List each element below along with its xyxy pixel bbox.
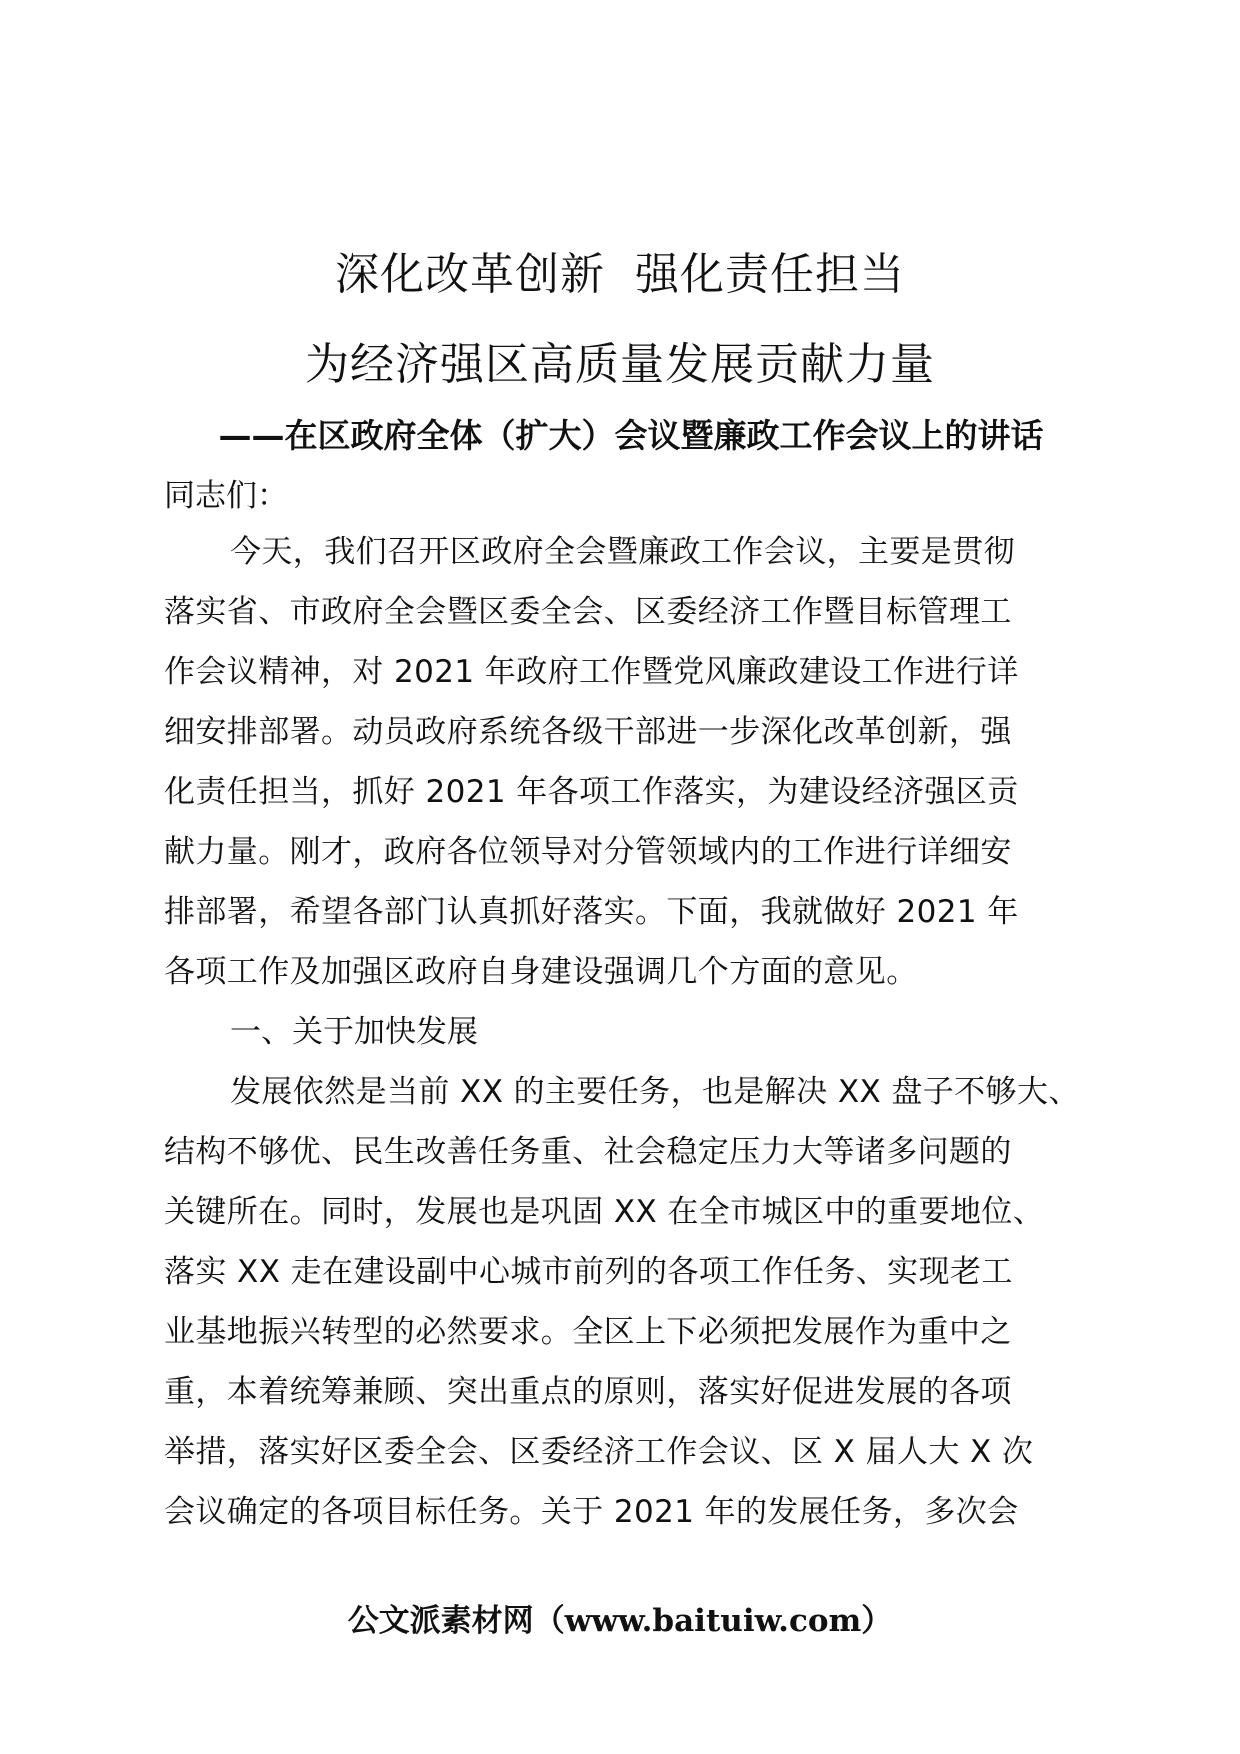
paragraph-line: 发展依然是当前 XX 的主要任务，也是解决 XX 盘子不够大、 — [230, 1074, 1080, 1110]
paragraph-line: 细安排部署。动员政府系统各级干部进一步深化改革创新，强 — [164, 714, 1012, 750]
paragraph-line: 举措，落实好区委全会、区委经济工作会议、区 X 届人大 X 次 — [164, 1434, 1034, 1470]
paragraph-line: 各项工作及加强区政府自身建设强调几个方面的意见。 — [164, 954, 918, 990]
paragraph-line: 会议确定的各项目标任务。关于 2021 年的发展任务，多次会 — [164, 1494, 1019, 1530]
title-line-2: 为经济强区高质量发展贡献力量 — [305, 339, 935, 390]
paragraph-line: 落实 XX 走在建设副中心城市前列的各项工作任务、实现老工 — [164, 1254, 1013, 1290]
section-heading-1: 一、关于加快发展 — [230, 1014, 478, 1050]
paragraph-1 — [164, 522, 1084, 1002]
speech-subtitle: ——在区政府全体（扩大）会议暨廉政工作会议上的讲话 — [218, 416, 1044, 455]
paragraph-line: 落实省、市政府全会暨区委全会、区委经济工作暨目标管理工 — [164, 594, 1012, 630]
paragraph-line: 今天，我们召开区政府全会暨廉政工作会议，主要是贯彻 — [230, 534, 1015, 570]
paragraph-line: 重，本着统筹兼顾、突出重点的原则，落实好促进发展的各项 — [164, 1374, 1012, 1410]
paragraph-line: 献力量。刚才，政府各位领导对分管领域内的工作进行详细安 — [164, 834, 1012, 870]
paragraph-line: 业基地振兴转型的必然要求。全区上下必须把发展作为重中之 — [164, 1314, 1012, 1350]
paragraph-line: 排部署，希望各部门认真抓好落实。下面，我就做好 2021 年 — [164, 894, 1019, 930]
footer-site-name: 公文派素材网 — [347, 1603, 534, 1639]
paragraph-line: 化责任担当，抓好 2021 年各项工作落实，为建设经济强区贡 — [164, 774, 1019, 810]
footer-url[interactable]: （www.baituiw.com） — [533, 1603, 893, 1639]
paragraph-line: 作会议精神，对 2021 年政府工作暨党风廉政建设工作进行详 — [164, 654, 1019, 690]
salutation: 同志们： — [164, 478, 288, 514]
title-line-1: 深化改革创新 强化责任担当 — [335, 249, 905, 300]
paragraph-2 — [164, 1062, 1084, 1542]
paragraph-line: 结构不够优、民生改善任务重、社会稳定压力大等诸多问题的 — [164, 1134, 1012, 1170]
paragraph-line: 关键所在。同时，发展也是巩固 XX 在全市城区中的重要地位、 — [164, 1194, 1045, 1230]
footer-watermark — [0, 1595, 1240, 1640]
